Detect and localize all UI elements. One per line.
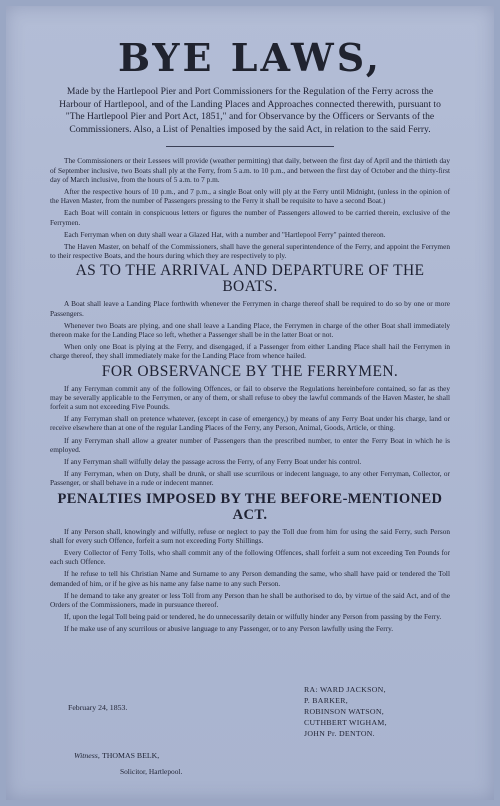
paragraph: If any Ferryman shall on pretence whatever, (except in case of emergency,) by means of any Ferry Boat under his charge, land or receive elsewhere than at one of the regular Landing Places of the Ferry, any Person, Animal, Goods, Article, or thing. (50, 414, 450, 433)
paragraph: When only one Boat is plying at the Ferry, and disengaged, if a Passenger from either Landing Place shall hail the Ferrymen in charge thereof, they shall immediately make for the Landing Place from whence hailed. (50, 342, 450, 361)
heading-arrival-departure: AS TO THE ARRIVAL AND DEPARTURE OF THE BOATS. (75, 262, 425, 296)
paragraph: After the respective hours of 10 p.m., and 7 p.m., a single Boat only will ply at the Ferry until Midnight, (unless in the opinion of the Haven Master, from the number of Passengers pressing to the Ferry it shall be requisite to have a second Boat.) (50, 186, 450, 206)
paragraph: If any Ferryman shall allow a greater number of Passengers than the prescribed number, to enter the Ferry Boat in which he is employed. (50, 435, 450, 454)
section-arrival-departure (50, 299, 450, 360)
notice-date: February 24, 1853. (68, 703, 128, 712)
witness-title: Solicitor, Hartlepool. (120, 767, 183, 776)
witness-label: Witness, (74, 751, 100, 760)
paragraph: If any Ferryman shall wilfully delay the passage across the Ferry, of any Ferry Boat under his control. (64, 457, 362, 467)
paragraph: If any Ferryman, when on Duty, shall be drunk, or shall use scurrilous or indecent language, to any other Ferryman, Collector, or Passenger, or shall behave in a rude or indecent manner. (50, 469, 450, 488)
paragraph: A Boat shall leave a Landing Place forthwith whenever the Ferrymen in charge thereof shall be required to do so by one or more Passengers. (50, 299, 450, 318)
signatory: P. BARKER, (304, 696, 348, 705)
heading-penalties: PENALTIES IMPOSED BY THE BEFORE-MENTIONED ACT. (57, 490, 443, 523)
paragraph: Each Ferryman when on duty shall wear a Glazed Hat, with a number and "Hartlepool Ferry" painted thereon. (64, 229, 386, 239)
paragraph: If any Ferryman commit any of the following Offences, or fail to observe the Regulations hereinbefore contained, so far as they may be severally applicable to the Ferrymen, or any of them, or shall refuse to obey the lawful commands of the Haven Master, he shall forfeit a sum not exceeding Five Pounds. (50, 383, 450, 412)
bye-laws-notice (6, 6, 494, 800)
paragraph: Each Boat will contain in conspicuous letters or figures the number of Passengers allowed to be carried therein, exclusive of the Ferrymen. (50, 208, 450, 227)
paragraph: If, upon the legal Toll being paid or tendered, he do unnecessarily detain or wilfully hinder any Person from passing by the Ferry. (64, 612, 442, 622)
notice-intro: Made by the Hartlepool Pier and Port Commissioners for the Regulation of the Ferry across the Harbour of Hartlepool, and of the Landing Places and Approaches connected therewith, pursuant to "The Hartlepool Pier and Port Act, 1851," and for Observance by the Officers or Servants of the Commissioners. Also, a List of Penalties imposed by the said Act, in relation to the said Ferry. (59, 86, 441, 135)
signatory: CUTHBERT WIGHAM, (304, 718, 387, 727)
section-general-regulations (50, 156, 450, 260)
signatory: ROBINSON WATSON, (304, 707, 385, 716)
signatories (304, 684, 387, 739)
paragraph: If he demand to take any greater or less Toll from any Person than he shall be authorised to do, by virtue of the said Act, and of the Orders of the Commissioners, made in pursuance thereof. (50, 590, 450, 610)
signatory: JOHN Pr. DENTON. (304, 729, 375, 738)
notice-body (50, 156, 450, 633)
notice-title: BYE LAWS, (117, 35, 383, 80)
witness-name: THOMAS BELK, (102, 751, 160, 760)
paragraph: Whenever two Boats are plying, and one shall leave a Landing Place, the Ferrymen in charge of the other Boat shall immediately thereon make for the Landing Place so left, whether a Passenger shall be in the latter Boat or not. (50, 320, 450, 340)
paragraph: The Commissioners or their Lessees will provide (weather permitting) that daily, between the first day of April and the thirtieth day of September inclusive, two Boats shall ply at the Ferry, from 5 a.m. to 10 p.m., and between the first day of October and the thirty-first day of March inclusive, from the hours of 5 a.m. to 7 p.m. (50, 156, 450, 184)
section-observance (50, 384, 450, 488)
divider (166, 146, 334, 147)
paragraph: If he make use of any scurrilous or abusive language to any Passenger, or to any Person lawfully using the Ferry. (64, 624, 394, 634)
section-penalties (50, 527, 450, 634)
paragraph: Every Collector of Ferry Tolls, who shall commit any of the following Offences, shall forfeit a sum not exceeding Ten Pounds for each such Offence. (50, 548, 450, 567)
signatory: RA: WARD JACKSON, (304, 685, 386, 694)
heading-observance: FOR OBSERVANCE BY THE FERRYMEN. (101, 362, 399, 380)
paragraph: If any Person shall, knowingly and wilfully, refuse or neglect to pay the Toll due from him for using the said Ferry, such Person shall for every such Offence, forfeit a sum not exceeding Forty Shillings. (50, 526, 450, 545)
paragraph: The Haven Master, on behalf of the Commissioners, shall have the general superintendence of the Ferry, and appoint the Ferrymen to their respective Boats, and the hours during which they are respectively to ply. (50, 242, 450, 261)
paragraph: If he refuse to tell his Christian Name and Surname to any Person demanding the same, who shall have paid or tendered the Toll demanded of him, or if he give as his name any false name to any such Person. (50, 569, 450, 588)
